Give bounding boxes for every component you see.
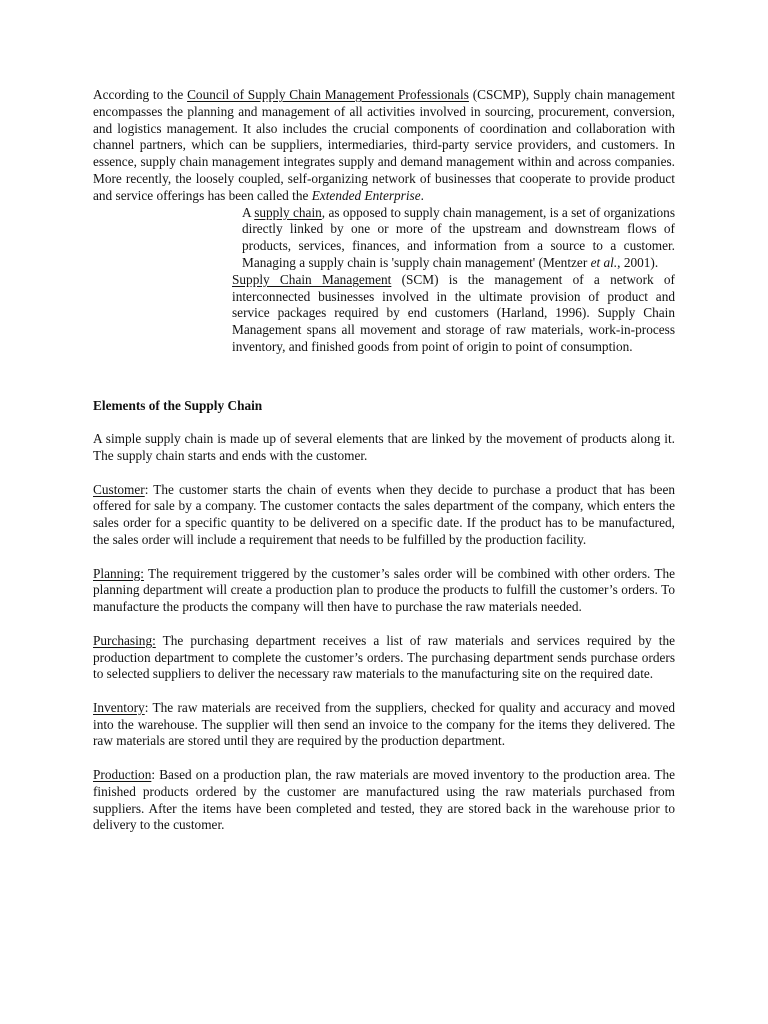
- intro-text: , as opposed to supply chain management, is a set of organizations directly linked by one or more of the upstream and downstream flows of products, services, finances, and information from a source to a customer. Managing a supply chain is 'supply chain management' (Mentzer: [242, 204, 675, 270]
- scm-link[interactable]: Supply Chain Management: [232, 271, 392, 287]
- element-production: [93, 767, 675, 834]
- spacer: [93, 616, 675, 633]
- extended-enterprise-term: Extended Enterprise: [311, 187, 421, 203]
- element-term: Customer: [93, 481, 145, 497]
- intro-text: .: [420, 187, 424, 203]
- element-customer: [93, 482, 675, 549]
- element-term: Planning:: [93, 565, 144, 581]
- element-separator: :: [144, 699, 153, 715]
- section-heading: Elements of the Supply Chain: [93, 397, 263, 413]
- element-term: Inventory: [93, 699, 145, 715]
- elements-summary: A simple supply chain is made up of several elements that are linked by the movement of products along it. The supply chain starts and ends with the customer.: [93, 431, 675, 463]
- intro-text: A: [242, 204, 255, 220]
- element-description: The requirement triggered by the customer’s sales order will be combined with other orders. The planning department will create a production plan to produce the products to fulfill the customer’s orders. To manufacture the products the company will then have to purchase the raw materials needed.: [93, 565, 675, 615]
- spacer: [93, 549, 675, 566]
- element-term: Purchasing:: [93, 632, 156, 648]
- spacer: [93, 414, 675, 431]
- intro-paragraph-scm: [93, 272, 675, 356]
- element-separator: :: [151, 767, 160, 783]
- et-al-term: et al.: [590, 254, 618, 270]
- element-description: The raw materials are received from the suppliers, checked for quality and accuracy and moved into the warehouse. The supplier will then send an invoice to the company for the items they delivered. The raw materials are stored until they are required by the production department.: [93, 699, 676, 749]
- element-planning: [93, 566, 675, 616]
- spacer: [93, 465, 675, 482]
- intro-text: (CSCMP), Supply chain management encompasses the planning and management of all activities involved in sourcing, procurement, conversion, and logistics management. It also includes the crucial components of coordination and collaboration with channel partners, which can be suppliers, intermediaries, third-party service providers, and customers. In essence, supply chain management integrates supply and demand management within and across companies. More recently, the loosely coupled, self-organizing network of businesses that cooperate to provide product and service offerings has been called the: [93, 87, 675, 203]
- intro-paragraph-cscmp: [93, 87, 675, 205]
- intro-paragraph-supply-chain: [93, 205, 675, 272]
- element-term: Production: [93, 767, 152, 783]
- spacer: [93, 356, 675, 381]
- intro-text: (SCM) is the management of a network of interconnected businesses involved in the ultimate provision of product and service packages required by end customers (Harland, 1996). Supply Chain Management spans all movement and storage of raw materials, work-in-process inventory, and finished goods from point of origin to point of consumption.: [232, 271, 675, 354]
- cscmp-link[interactable]: Council of Supply Chain Management Professionals: [187, 87, 469, 102]
- intro-text: , 2001).: [617, 254, 659, 270]
- element-separator: :: [144, 481, 154, 497]
- element-description: Based on a production plan, the raw materials are moved inventory to the production area. The finished products ordered by the customer are manufactured using the raw materials purchased from suppliers. After the items have been completed and tested, they are stored back in the warehouse prior to delivery to the customer.: [93, 767, 675, 833]
- supply-chain-link[interactable]: supply chain: [254, 204, 322, 220]
- spacer: [93, 381, 675, 398]
- intro-text: According to the: [93, 87, 188, 102]
- element-purchasing: [93, 633, 675, 683]
- document-page: [93, 87, 675, 834]
- element-separator: [156, 633, 163, 648]
- element-description: The purchasing department receives a list of raw materials and services required by the production department to complete the customer’s orders. The purchasing department sends purchase orders to selected suppliers to deliver the necessary raw materials to the manufacturing site on the required date.: [93, 632, 675, 682]
- element-inventory: [93, 700, 675, 750]
- spacer: [93, 683, 675, 700]
- spacer: [93, 750, 675, 767]
- element-description: The customer starts the chain of events when they decide to purchase a product that has been offered for sale by a company. The customer contacts the sales department of the company, which enters the sales order for a specific quantity to be delivered on a specific date. If the product has to be manufactured, the sales order will include a requirement that needs to be fulfilled by the production facility.: [93, 481, 675, 547]
